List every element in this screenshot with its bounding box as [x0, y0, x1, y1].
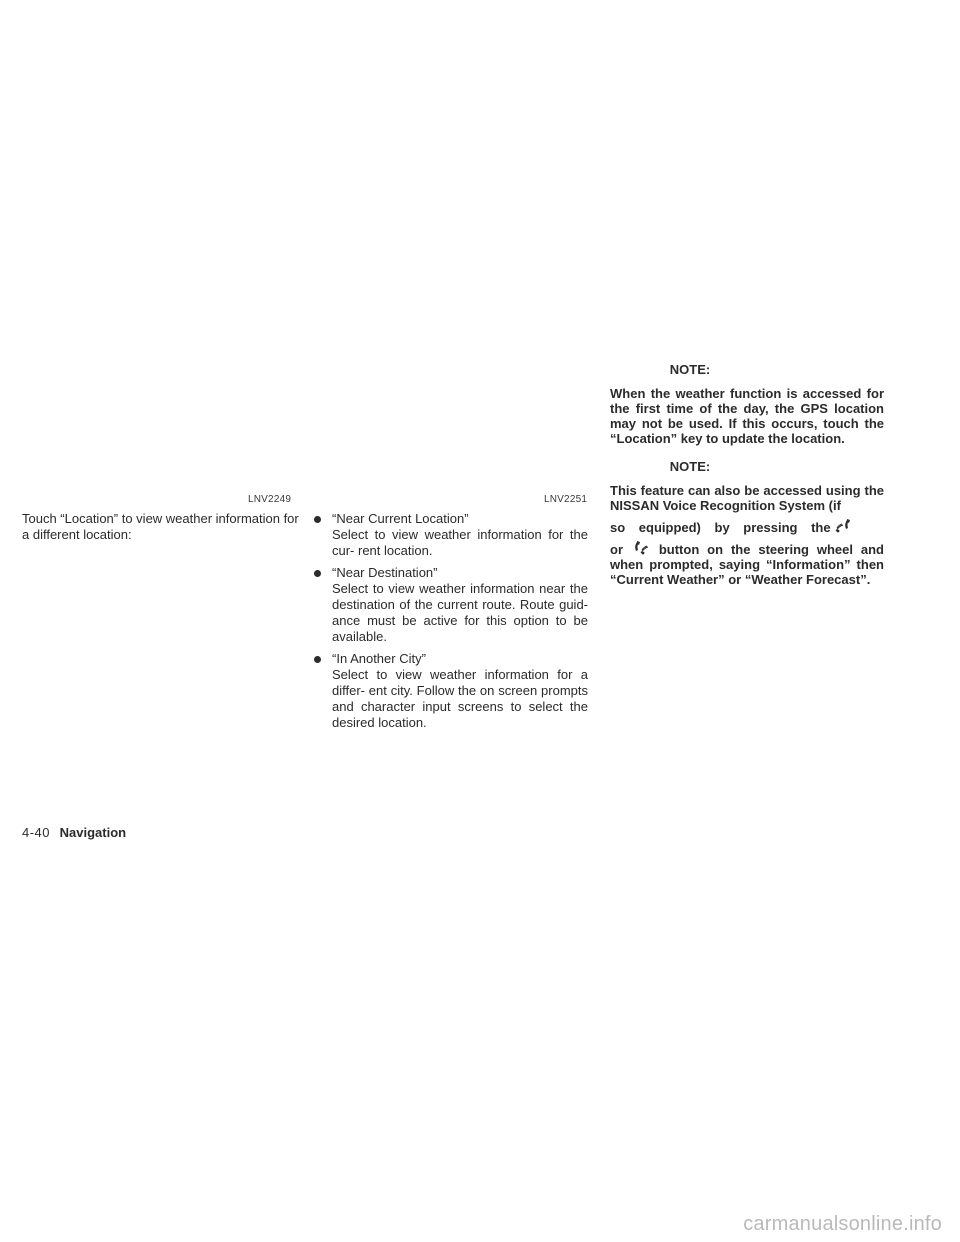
note-text: or — [610, 542, 623, 557]
option-description: Select to view weather information for a differ- ent city. Follow the on screen prompts and character input screens to select the desired location. — [332, 667, 588, 730]
figure-label-left: LNV2249 — [248, 494, 292, 505]
intro-column — [22, 511, 300, 543]
note-heading: NOTE: — [669, 362, 711, 377]
talk-phone-icon — [834, 517, 854, 535]
note-text: This feature can also be accessed using the NISSAN Voice Recognition System (if — [610, 483, 884, 513]
notes-column — [610, 362, 884, 600]
note-heading: NOTE: — [669, 459, 711, 474]
option-title: “Near Destination” — [332, 565, 438, 580]
section-title: Navigation — [59, 825, 127, 840]
phone-talk-icon — [631, 539, 651, 557]
page-footer — [22, 825, 126, 840]
bullet-icon — [314, 656, 321, 663]
note-body — [610, 483, 884, 587]
page-number: 4-40 — [22, 825, 51, 840]
list-item — [310, 651, 588, 731]
list-item — [310, 511, 588, 559]
option-title: “In Another City” — [332, 651, 426, 666]
option-title: “Near Current Location” — [332, 511, 469, 526]
note-text: so equipped) by pressing the — [610, 520, 831, 535]
intro-text: Touch “Location” to view weather information for a different location: — [22, 511, 299, 542]
bullet-icon — [314, 570, 321, 577]
watermark: carmanualsonline.info — [743, 1213, 942, 1235]
list-item — [310, 565, 588, 645]
options-list — [310, 511, 588, 737]
note-body: When the weather function is accessed for the first time of the day, the GPS location may not be used. If this occurs, touch the “Location” key to update the location. — [610, 386, 884, 446]
option-description: Select to view weather information for the cur- rent location. — [332, 527, 588, 558]
figure-label-middle: LNV2251 — [544, 494, 588, 505]
bullet-icon — [314, 516, 321, 523]
option-description: Select to view weather information near the destination of the current route. Route guid- ance must be active for this option to be available. — [332, 581, 588, 644]
note-text: button on the steering wheel and when prompted, saying “Information” then “Current Weather” or “Weather Forecast”. — [610, 542, 884, 587]
